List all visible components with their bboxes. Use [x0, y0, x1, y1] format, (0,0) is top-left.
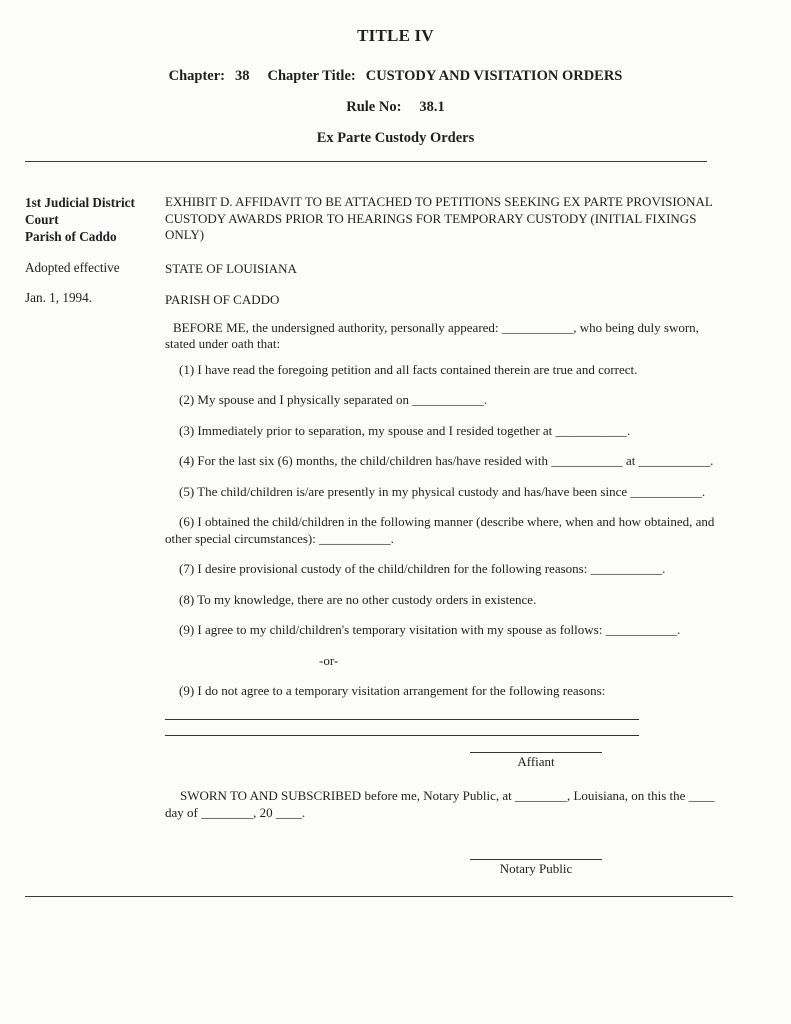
rule-number: 38.1: [419, 99, 445, 115]
notary-signature-block: [470, 859, 602, 878]
affidavit-item-4: (4) For the last six (6) months, the child/children has/have resided with ___________ at ___________.: [179, 453, 714, 468]
affidavit-item-3: (3) Immediately prior to separation, my spouse and I resided together at ___________.: [179, 422, 631, 438]
adopted-effective-line1: Adopted effective: [25, 260, 120, 275]
chapter-label: Chapter:: [168, 68, 226, 84]
notary-signature-label: Notary Public: [499, 861, 573, 876]
page-title: TITLE IV: [357, 26, 434, 45]
rule-label: Rule No:: [346, 99, 402, 115]
affidavit-text-column: [165, 194, 720, 878]
write-in-line-1: [165, 704, 639, 720]
header-divider: [25, 161, 707, 162]
document-body: [25, 194, 791, 878]
state-caption: STATE OF LOUISIANA: [165, 260, 297, 276]
chapter-title: CUSTODY AND VISITATION ORDERS: [365, 68, 623, 84]
affidavit-item-1: (1) I have read the foregoing petition and all facts contained therein are true and correct.: [179, 361, 638, 377]
affiant-signature-label: Affiant: [517, 753, 555, 769]
affidavit-item-9-alt: (9) I do not agree to a temporary visitation arrangement for the following reasons:: [179, 683, 606, 698]
court-parish: Parish of Caddo: [25, 229, 117, 244]
affidavit-item-6: (6) I obtained the child/children in the following manner (describe where, when and how obtained, and other special circumstances): ___________.: [165, 514, 715, 546]
court-info-sidebar: [25, 194, 137, 878]
adopted-effective-line2: Jan. 1, 1994.: [25, 290, 93, 306]
rule-number-line: [0, 99, 791, 116]
affidavit-item-8: (8) To my knowledge, there are no other custody orders in existence.: [179, 591, 537, 607]
or-separator: -or-: [319, 652, 339, 668]
court-name: 1st Judicial District Court: [25, 195, 135, 227]
affidavit-preamble: BEFORE ME, the undersigned authority, personally appeared: ___________, who being duly sworn, stated under oath that:: [165, 319, 699, 351]
notary-jurat: SWORN TO AND SUBSCRIBED before me, Notary Public, at ________, Louisiana, on this the ____ day of ________, 20 ____.: [165, 788, 715, 820]
exhibit-heading: EXHIBIT D. AFFIDAVIT TO BE ATTACHED TO PETITIONS SEEKING EX PARTE PROVISIONAL CUSTODY AWARDS PRIOR TO HEARINGS FOR TEMPORARY CUSTODY (INITIAL FIXINGS ONLY): [165, 194, 713, 242]
chapter-title-label: Chapter Title:: [267, 68, 356, 84]
chapter-line: [0, 68, 791, 85]
write-in-line-2: [165, 720, 639, 736]
affidavit-item-9: (9) I agree to my child/children's temporary visitation with my spouse as follows: ___________.: [179, 622, 681, 637]
affiant-signature-block: [470, 752, 602, 771]
affidavit-item-7: (7) I desire provisional custody of the child/children for the following reasons: ___________.: [179, 561, 666, 576]
footer-divider: [25, 896, 733, 897]
reasons-write-in-area: [165, 704, 720, 736]
parish-caption: PARISH OF CADDO: [165, 292, 280, 307]
document-header: [0, 26, 791, 147]
affidavit-item-2: (2) My spouse and I physically separated on ___________.: [179, 392, 487, 407]
chapter-number: 38: [235, 68, 250, 84]
rule-subtitle: Ex Parte Custody Orders: [316, 130, 475, 146]
affidavit-item-5: (5) The child/children is/are presently in my physical custody and has/have been since ___________.: [179, 483, 706, 499]
